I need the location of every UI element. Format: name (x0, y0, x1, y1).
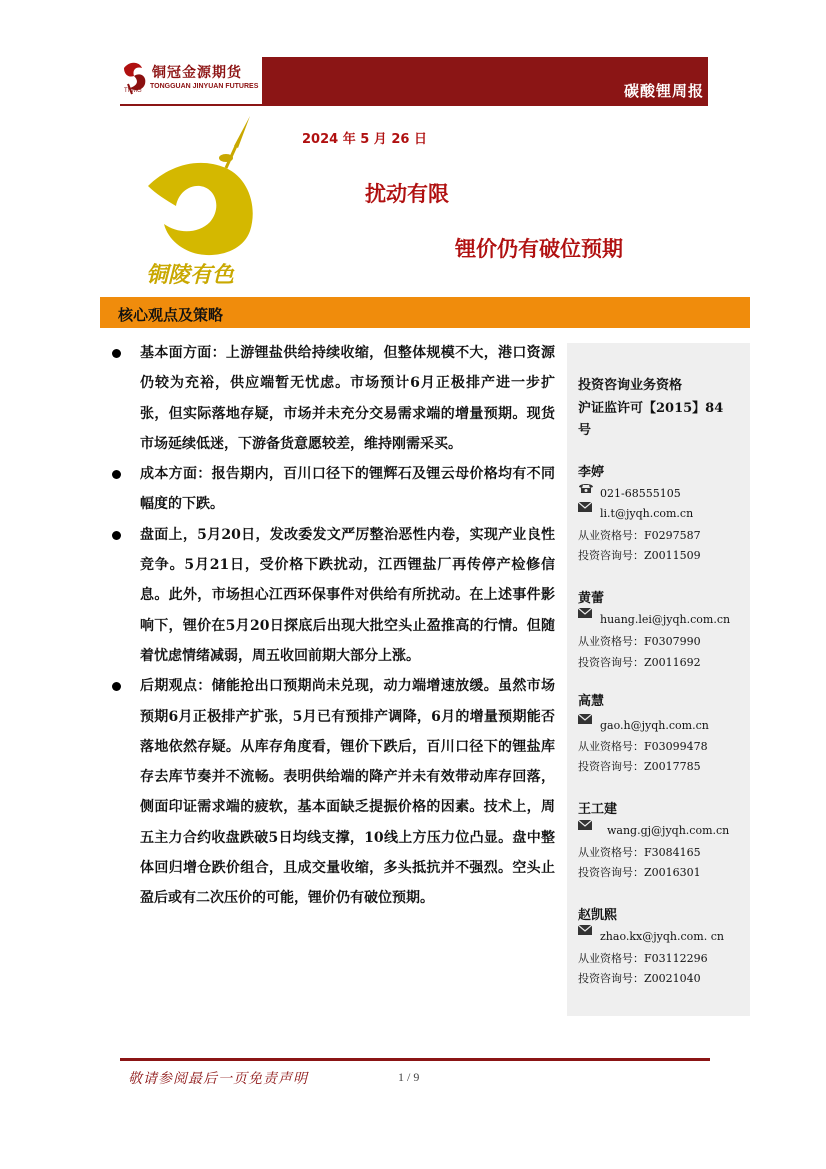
brand-name-cn: 铜冠金源期货 (152, 65, 242, 81)
license-line3: 号 (578, 423, 592, 438)
analyst-qualification: 从业资格号：F03099478 (578, 740, 708, 753)
phone-icon (578, 482, 594, 494)
disclaimer-note: 敬请参阅最后一页免责声明 (128, 1071, 308, 1087)
bullet-cost (108, 459, 555, 520)
brand-name-en: TONGGUAN JINYUAN FUTURES (150, 83, 259, 90)
analyst-name: 赵凯熙 (578, 908, 618, 923)
bullet-market (108, 520, 555, 671)
emblem-calligraphy: 铜陵有色 (146, 262, 235, 288)
bullet-text: 成本方面：报告期内，百川口径下的锂辉石及锂云母价格均有不同幅度的下跌。 (140, 466, 555, 513)
mail-icon (578, 502, 592, 512)
report-title-line1: 扰动有限 (365, 182, 449, 206)
analyst-name: 黄蕾 (578, 591, 605, 606)
analyst-consult-number: 投资咨询号：Z0011692 (578, 656, 701, 669)
bullet-text: 盘面上，5月20日，发改委发文严厉整治恶性内卷，实现产业良性竞争。5月21日，受价格下跌扰动，江西锂盐厂再传停产检修信息。此外，市场担心江西环保事件对供给有所扰动。在上述事件影响下，锂价在5月20日探底后出现大批空头止盈推高的行情。但随着忧虑情绪减弱，周五收回前期大部分上涨。 (140, 526, 555, 664)
company-emblem-icon (138, 116, 268, 291)
analyst-qualification: 从业资格号：F03112296 (578, 952, 708, 965)
analyst-name: 高慧 (578, 694, 605, 709)
header-rule (120, 104, 708, 106)
analyst-qualification: 从业资格号：F3084165 (578, 846, 701, 859)
bullet-fundamentals (108, 338, 555, 459)
analyst-email[interactable]: li.t@jyqh.com.cn (600, 507, 694, 520)
report-type: 碳酸锂周报 (623, 82, 704, 100)
mail-icon (578, 608, 592, 618)
analyst-qualification: 从业资格号：F0307990 (578, 635, 701, 648)
report-date: 2024 年 5 月 26 日 (302, 132, 427, 147)
analyst-qualification: 从业资格号：F0297587 (578, 529, 701, 542)
analyst-phone: 021-68555105 (600, 487, 681, 500)
analyst-email[interactable]: huang.lei@jyqh.com.cn (600, 613, 731, 626)
analyst-consult-number: 投资咨询号：Z0016301 (578, 866, 701, 879)
analyst-consult-number: 投资咨询号：Z0017785 (578, 760, 701, 773)
section-title: 核心观点及策略 (118, 306, 224, 324)
brand-abbr: TNMG (124, 88, 142, 94)
analyst-consult-number: 投资咨询号：Z0021040 (578, 972, 701, 985)
analyst-email[interactable]: zhao.kx@jyqh.com. cn (600, 930, 724, 943)
bullet-list (108, 338, 555, 914)
page-number: 1 / 9 (398, 1070, 420, 1084)
mail-icon (578, 714, 592, 724)
bullet-dot-icon (112, 682, 121, 691)
bullet-dot-icon (112, 349, 121, 358)
analyst-email[interactable]: wang.gj@jyqh.com.cn (607, 824, 730, 837)
footer-rule (120, 1058, 710, 1061)
bullet-outlook (108, 671, 555, 913)
bullet-text: 后期观点：储能抢出口预期尚未兑现，动力端增速放缓。虽然市场预期6月正极排产扩张，5月已有预排产调降，6月的增量预期能否落地依然存疑。从库存角度看，锂价下跌后，百川口径下的锂盐库存去库节奏并不流畅。表明供给端的降产并未有效带动库存回落，侧面印证需求端的疲软，基本面缺乏提振价格的因素。技术上，周五主力合约收盘跌破5日均线支撑，10线上方压力位凸显。盘中整体回归增仓跌价组合，且成交量收缩，多头抵抗并不强烈。空头止盈后或有二次压价的可能，锂价仍有破位预期。 (140, 678, 555, 907)
mail-icon (578, 925, 592, 935)
license-line1: 投资咨询业务资格 (578, 378, 683, 393)
bullet-text: 基本面方面：上游锂盐供给持续收缩，但整体规模不大，港口资源仍较为充裕，供应端暂无忧虑。市场预计6月正极排产进一步扩张，但实际落地存疑，市场并未充分交易需求端的增量预期。现货市场延续低迷，下游备货意愿较差，维持刚需采买。 (140, 345, 555, 452)
analyst-consult-number: 投资咨询号：Z0011509 (578, 549, 701, 562)
license-line2: 沪证监许可【2015】84 (578, 401, 724, 416)
bullet-dot-icon (112, 531, 121, 540)
analyst-email[interactable]: gao.h@jyqh.com.cn (600, 719, 709, 732)
analyst-name: 李婷 (578, 465, 605, 480)
analyst-name: 王工建 (578, 802, 618, 817)
mail-icon (578, 820, 592, 830)
bullet-dot-icon (112, 470, 121, 479)
report-title-line2: 锂价仍有破位预期 (455, 237, 623, 261)
